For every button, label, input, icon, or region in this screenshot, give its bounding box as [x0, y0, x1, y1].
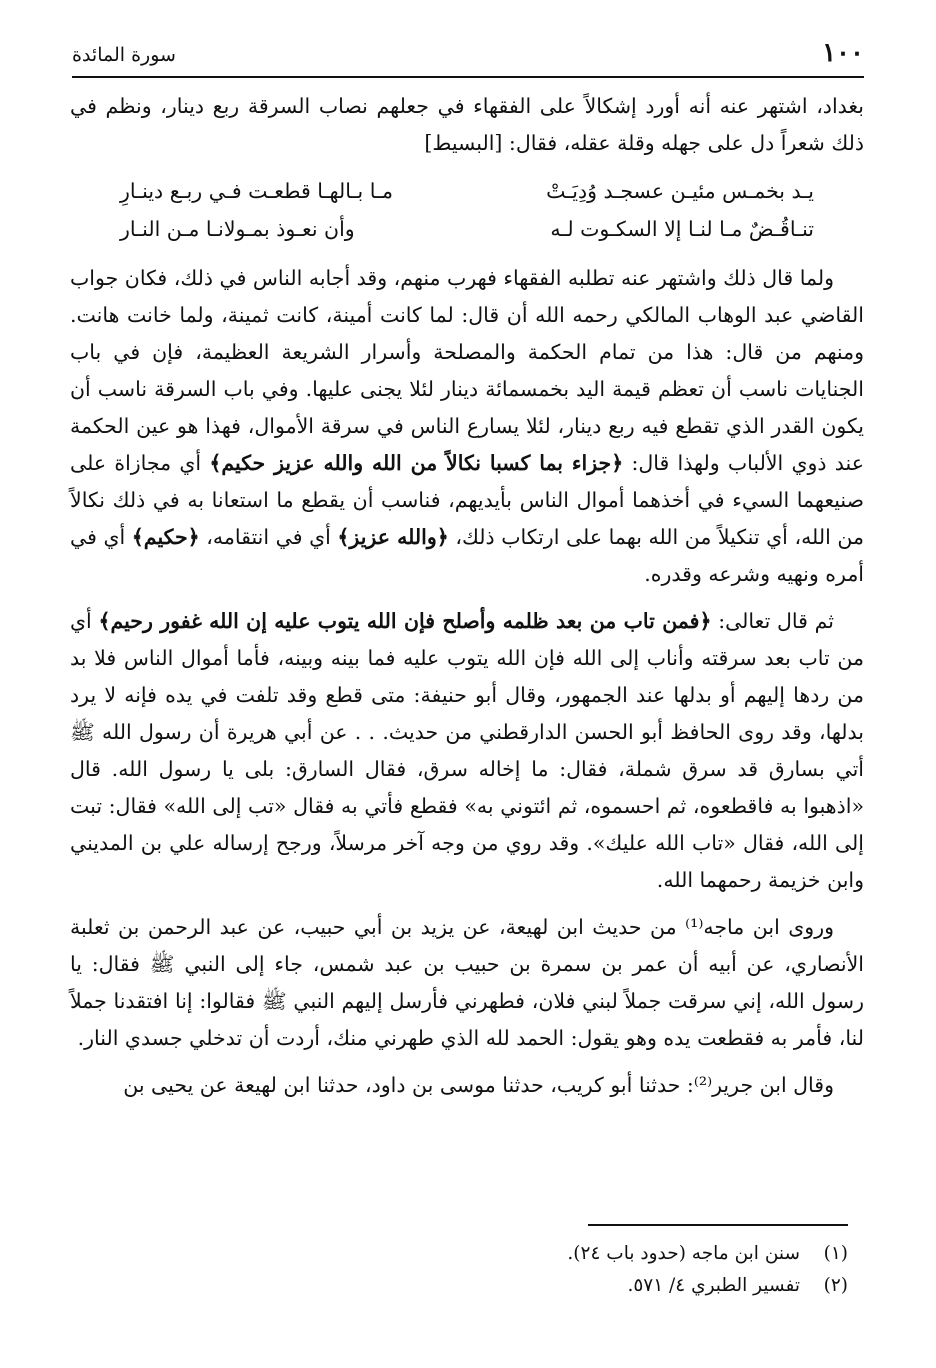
quran-verse: ﴿فمن تاب من بعد ظلمه وأصلح فإن الله يتوب عليه إن الله غفور رحيم﴾: [98, 609, 712, 633]
footnote-text: سنن ابن ماجه (حدود باب ٢٤).: [567, 1243, 800, 1264]
poem-hemistich: تنـاقُـضٌ مـا لنـا إلا السكـوت لـه: [550, 217, 814, 241]
footnote-separator: [588, 1224, 848, 1226]
footnotes: [88, 1238, 848, 1302]
text-segment: أي في انتقامه،: [206, 525, 331, 549]
footnote: [88, 1270, 848, 1302]
paragraph: بغداد، اشتهر عنه أنه أورد إشكالاً على الفقهاء في جعلهم نصاب السرقة ربع دينار، ونظم في ذلك شعراً دل على جهله وقلة عقله، فقال: [البسيط]: [70, 94, 864, 155]
quran-verse: ﴿جزاء بما كسبا نكالاً من الله والله عزيز حكيم﴾: [209, 451, 624, 475]
quran-verse: ﴿والله عزيز﴾: [337, 525, 449, 549]
surah-title: سورة المائدة: [72, 44, 176, 66]
paragraph: وروى ابن ماجه⁽¹⁾ من حديث ابن لهيعة، عن يزيد بن أبي حبيب، عن عبد الرحمن بن ثعلبة الأنصاري، عن أبيه أن عمر بن سمرة بن حبيب بن عبد شمس، جاء إلى النبي ﷺ فقال: يا رسول الله، إني سرقت جملاً لبني فلان، فطهرني فأرسل إليهم النبي ﷺ فقالوا: إنا افتقدنا جملاً لنا، فأمر به فقطعت يده وهو يقول: الحمد لله الذي طهرني منك، أردت أن تدخلي جسدي النار.: [70, 915, 864, 1050]
footnote-number: (٢): [823, 1275, 848, 1296]
poem-hemistich: وأن نعـوذ بمـولانـا مـن النـار: [120, 217, 355, 241]
footnote: [88, 1238, 848, 1270]
text-segment: ولما قال ذلك واشتهر عنه تطلبه الفقهاء فهرب منهم، وقد أجابه الناس في ذلك، فكان جواب القاضي عبد الوهاب المالكي رحمه الله أن قال: لما كانت أمينة، كانت ثمينة، ولما خانت هانت. ومنهم من قال: هذا من تمام الحكمة والمصلحة وأسرار الشريعة العظيمة، فإن في باب الجنايات ناسب أن تعظم قيمة اليد بخمسمائة دينار لئلا يجنى عليها. وفي باب السرقة ناسب أن يكون القدر الذي تقطع فيه ربع دينار، لئلا يسارع الناس في سرقة الأموال، فهذا هو عين الحكمة عند ذوي الألباب ولهذا قال:: [70, 266, 864, 475]
text-segment: ثم قال تعالى:: [718, 609, 834, 633]
page-header: [72, 36, 864, 78]
poem: [70, 172, 864, 248]
text-segment: أي من تاب بعد سرقته وأناب إلى الله فإن الله يتوب عليه فما بينه وبينه، فأما أموال الناس فلا بد من ردها إليهم أو بدلها عند الجمهور، وقال أبو حنيفة: متى قطع وقد تلفت في يده فإنه لا يرد بدلها، وقد روى الحافظ أبو الحسن الدارقطني من حديث. . . عن أبي هريرة أن رسول الله ﷺ أتي بسارق قد سرق شملة، فقال: ما إخاله سرق، فقال السارق: بلى يا رسول الله. قال «اذهبوا به فاقطعوه، ثم احسموه، ثم ائتوني به» فقطع فأتي به فقال «تب إلى الله» فقال: تبت إلى الله، فقال «تاب الله عليك». وقد روي من وجه آخر مرسلاً، ورجح إرساله علي بن المديني وابن خزيمة رحمهما الله.: [70, 609, 864, 892]
poem-line: [70, 210, 864, 248]
footnote-text: تفسير الطبري ٤/ ٥٧١.: [627, 1275, 800, 1296]
main-text: [70, 88, 864, 1114]
text-segment: أي في أمره ونهيه وشرعه وقدره.: [70, 525, 864, 586]
text-segment: أي مجازاة على صنيعهما السيء في أخذهما أموال الناس بأيديهم، فناسب أن يقطع ما استعانا به في ذلك نكالاً من الله، أي تنكيلاً من الله بهما على ارتكاب ذلك،: [70, 451, 864, 549]
quran-verse: ﴿حكيم﴾: [131, 525, 200, 549]
paragraph: [70, 603, 864, 899]
page-number: ١٠٠: [822, 38, 864, 68]
poem-line: [70, 172, 864, 210]
paragraph: وقال ابن جرير⁽²⁾: حدثنا أبو كريب، حدثنا موسى بن داود، حدثنا ابن لهيعة عن يحيى بن: [123, 1073, 834, 1097]
poem-hemistich: مـا بـالهـا قطعـت فـي ربـع دينـارِ: [120, 179, 393, 203]
poem-hemistich: يـد بخمـس مئيـن عسجـد وُدِيَـتْ: [546, 179, 814, 203]
footnote-number: (١): [823, 1243, 848, 1264]
paragraph: [70, 260, 864, 593]
